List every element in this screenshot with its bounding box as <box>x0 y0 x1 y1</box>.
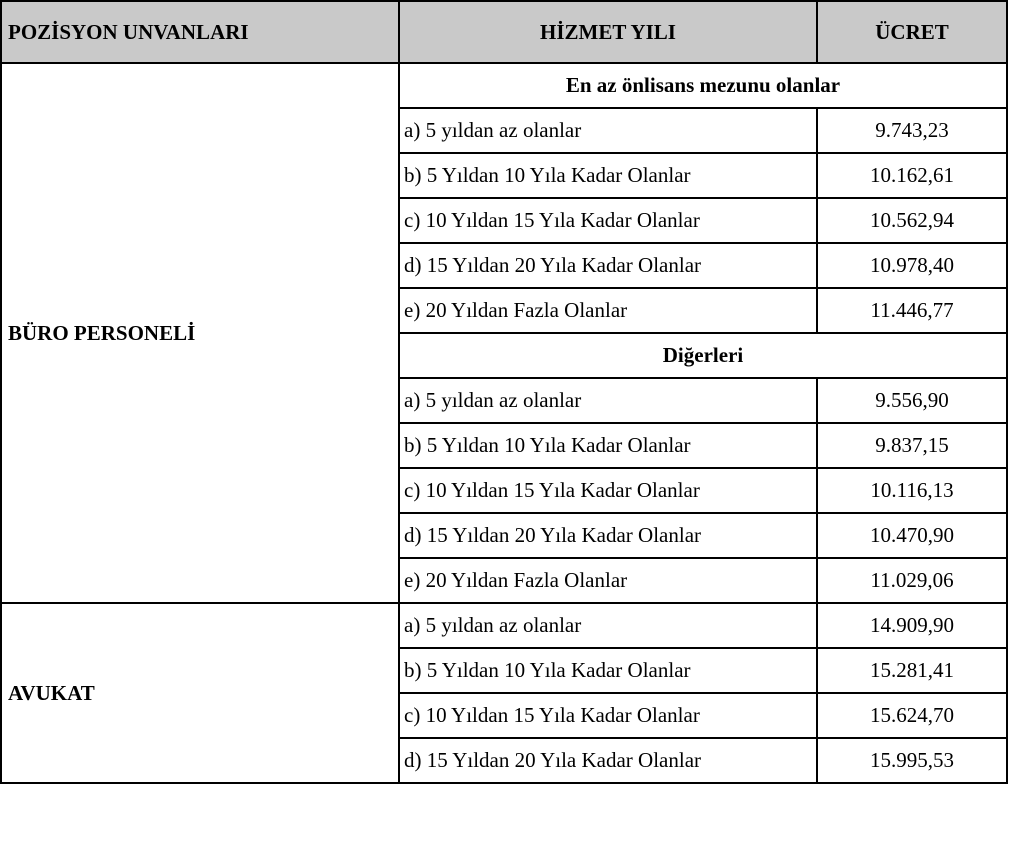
service-years-cell: d) 15 Yıldan 20 Yıla Kadar Olanlar <box>399 243 817 288</box>
service-years-cell: c) 10 Yıldan 15 Yıla Kadar Olanlar <box>399 198 817 243</box>
service-years-cell: a) 5 yıldan az olanlar <box>399 378 817 423</box>
service-years-cell: c) 10 Yıldan 15 Yıla Kadar Olanlar <box>399 693 817 738</box>
column-header-service-years: HİZMET YILI <box>399 1 817 63</box>
fee-cell: 11.446,77 <box>817 288 1007 333</box>
service-years-cell: a) 5 yıldan az olanlar <box>399 603 817 648</box>
fee-cell: 15.624,70 <box>817 693 1007 738</box>
fee-cell: 9.743,23 <box>817 108 1007 153</box>
fee-cell: 10.978,40 <box>817 243 1007 288</box>
service-years-cell: d) 15 Yıldan 20 Yıla Kadar Olanlar <box>399 738 817 783</box>
fee-cell: 10.470,90 <box>817 513 1007 558</box>
fee-cell: 10.116,13 <box>817 468 1007 513</box>
group-header-row <box>1 63 1007 108</box>
fee-cell: 15.995,53 <box>817 738 1007 783</box>
service-years-cell: a) 5 yıldan az olanlar <box>399 108 817 153</box>
service-years-cell: c) 10 Yıldan 15 Yıla Kadar Olanlar <box>399 468 817 513</box>
service-years-cell: b) 5 Yıldan 10 Yıla Kadar Olanlar <box>399 153 817 198</box>
group-label: Diğerleri <box>399 333 1007 378</box>
position-label-avukat: AVUKAT <box>1 603 399 783</box>
table-row <box>1 603 1007 648</box>
fee-cell: 9.837,15 <box>817 423 1007 468</box>
service-years-cell: d) 15 Yıldan 20 Yıla Kadar Olanlar <box>399 513 817 558</box>
fee-cell: 9.556,90 <box>817 378 1007 423</box>
column-header-position: POZİSYON UNVANLARI <box>1 1 399 63</box>
position-label-buro-personeli: BÜRO PERSONELİ <box>1 63 399 603</box>
group-label: En az önlisans mezunu olanlar <box>399 63 1007 108</box>
column-header-fee: ÜCRET <box>817 1 1007 63</box>
table-header-row <box>1 1 1007 63</box>
service-years-cell: b) 5 Yıldan 10 Yıla Kadar Olanlar <box>399 648 817 693</box>
fee-cell: 15.281,41 <box>817 648 1007 693</box>
fee-cell: 11.029,06 <box>817 558 1007 603</box>
service-years-cell: e) 20 Yıldan Fazla Olanlar <box>399 288 817 333</box>
fee-cell: 14.909,90 <box>817 603 1007 648</box>
service-years-cell: b) 5 Yıldan 10 Yıla Kadar Olanlar <box>399 423 817 468</box>
fee-cell: 10.162,61 <box>817 153 1007 198</box>
fee-cell: 10.562,94 <box>817 198 1007 243</box>
service-years-cell: e) 20 Yıldan Fazla Olanlar <box>399 558 817 603</box>
